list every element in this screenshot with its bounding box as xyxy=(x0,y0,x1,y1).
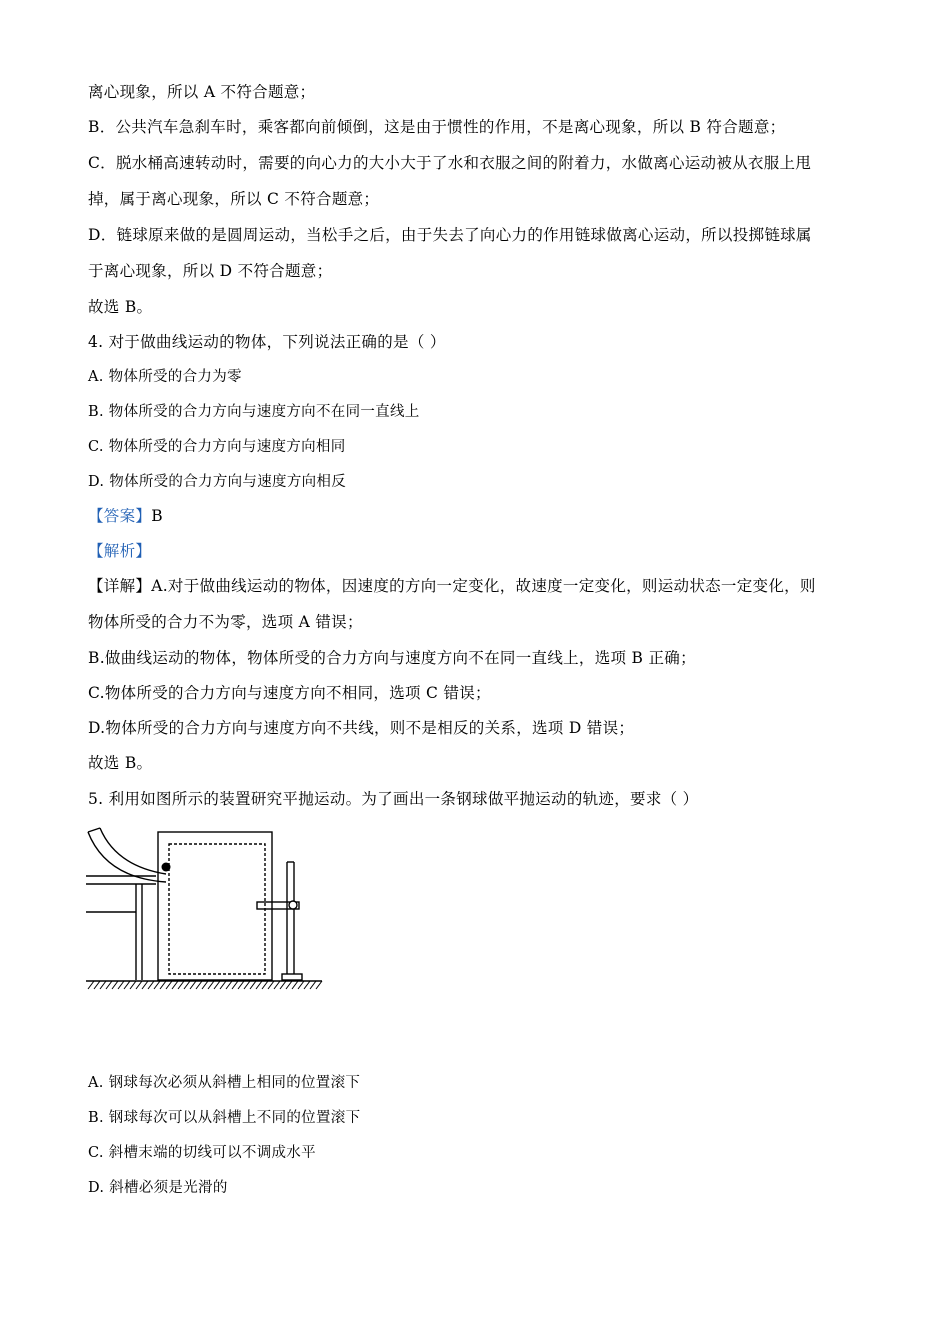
answer-value: B xyxy=(151,507,163,525)
question-5-stem: 5. 利用如图所示的装置研究平抛运动。为了画出一条钢球做平抛运动的轨迹，要求（ ） xyxy=(88,790,699,808)
detail-line: 故选 B。 xyxy=(88,754,153,772)
detail-line: B.做曲线运动的物体，物体所受的合力方向与速度方向不在同一直线上，选项 B 正确； xyxy=(88,649,696,667)
detail-line: 物体所受的合力不为零，选项 A 错误； xyxy=(88,613,363,631)
stand-clamp-knob xyxy=(289,901,297,909)
question-5-option-a: A. 钢球每次必须从斜槽上相同的位置滚下 xyxy=(88,1075,361,1091)
question-4-option-c: C. 物体所受的合力方向与速度方向相同 xyxy=(88,439,346,455)
detail-tag: 【详解】 xyxy=(88,577,152,595)
question-5-option-c: C. 斜槽末端的切线可以不调成水平 xyxy=(88,1145,316,1161)
detail-text: A.对于做曲线运动的物体，因速度的方向一定变化，故速度一定变化，则运动状态一定变化，则 xyxy=(151,577,816,595)
text-line: 离心现象，所以 A 不符合题意； xyxy=(88,83,316,101)
ground-hatching xyxy=(88,981,322,989)
stand-base xyxy=(282,974,302,980)
text-line: C．脱水桶高速转动时，需要的向心力的大小大于了水和衣服之间的附着力，水做离心运动被从衣服上甩 xyxy=(88,154,812,172)
steel-ball xyxy=(162,863,171,872)
question-4-option-d: D. 物体所受的合力方向与速度方向相反 xyxy=(88,474,347,490)
analysis-tag: 【解析】 xyxy=(88,542,152,560)
detail-line: D.物体所受的合力方向与速度方向不共线，则不是相反的关系，选项 D 错误； xyxy=(88,719,635,737)
text-line: 掉，属于离心现象，所以 C 不符合题意； xyxy=(88,190,380,208)
detail-line: C.物体所受的合力方向与速度方向不相同，选项 C 错误； xyxy=(88,684,491,702)
question-5-option-d: D. 斜槽必须是光滑的 xyxy=(88,1180,228,1196)
question-4-option-b: B. 物体所受的合力方向与速度方向不在同一直线上 xyxy=(88,404,420,420)
chute-upper-rail xyxy=(100,828,166,874)
projectile-apparatus-diagram xyxy=(86,826,326,996)
answer-line xyxy=(88,505,163,527)
question-4-stem: 4. 对于做曲线运动的物体，下列说法正确的是（ ） xyxy=(88,333,446,351)
text-line: B．公共汽车急刹车时，乘客都向前倾倒，这是由于惯性的作用，不是离心现象，所以 B 符合题意； xyxy=(88,118,786,136)
paper-outline xyxy=(169,844,265,974)
text-line: 于离心现象，所以 D 不符合题意； xyxy=(88,262,333,280)
question-5-option-b: B. 钢球每次可以从斜槽上不同的位置滚下 xyxy=(88,1110,361,1126)
chute-lower-rail xyxy=(88,832,166,882)
question-4-option-a: A. 物体所受的合力为零 xyxy=(88,369,242,385)
text-line: 故选 B。 xyxy=(88,298,153,316)
detail-line xyxy=(88,575,816,597)
board-frame xyxy=(158,832,272,980)
text-line: D．链球原来做的是圆周运动，当松手之后，由于失去了向心力的作用链球做离心运动，所以投掷链球属 xyxy=(88,226,812,244)
answer-tag: 【答案】 xyxy=(88,507,152,525)
